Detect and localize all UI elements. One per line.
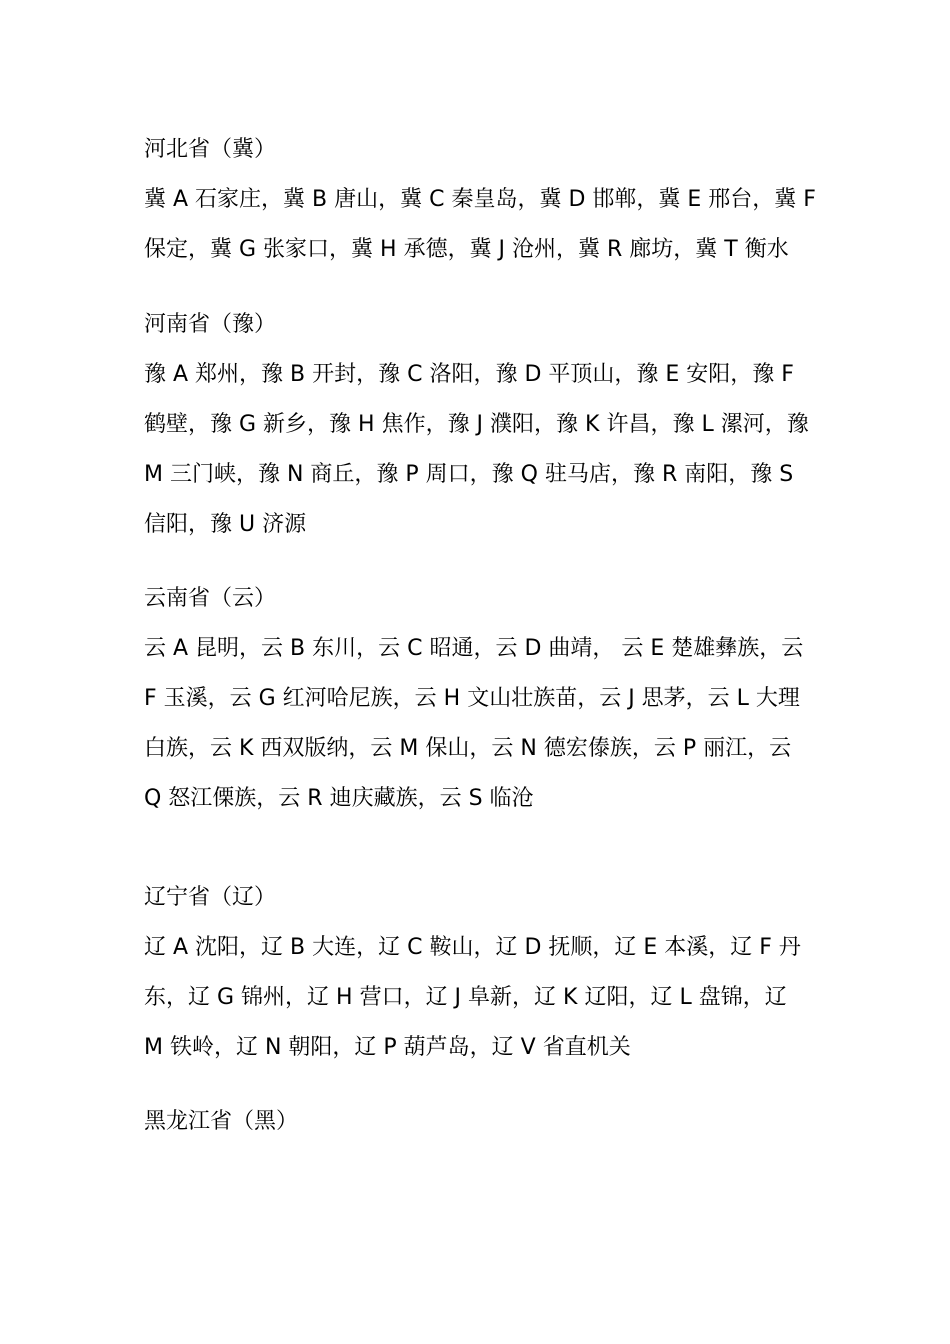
body-line: 辽 A 沈阳，辽 B 大连，辽 C 鞍山，辽 D 抚顺，辽 E 本溪，辽 F 丹 bbox=[144, 935, 801, 960]
body-line: 云 A 昆明，云 B 东川，云 C 昭通，云 D 曲靖， 云 E 楚雄彝族，云 bbox=[144, 636, 804, 661]
body-line: M 铁岭，辽 N 朝阳，辽 P 葫芦岛，辽 V 省直机关 bbox=[144, 1035, 631, 1060]
section-yunnan bbox=[144, 586, 814, 812]
body-line: 保定，冀 G 张家口，冀 H 承德，冀 J 沧州，冀 R 廊坊，冀 T 衡水 bbox=[144, 237, 789, 262]
section-heading: 黑龙江省（黑） bbox=[144, 1109, 299, 1134]
body-line: 鹤壁，豫 G 新乡，豫 H 焦作，豫 J 濮阳，豫 K 许昌，豫 L 漯河，豫 bbox=[144, 412, 809, 437]
body-line: 东，辽 G 锦州，辽 H 营口，辽 J 阜新，辽 K 辽阳，辽 L 盘锦，辽 bbox=[144, 985, 787, 1010]
body-line: 豫 A 郑州，豫 B 开封，豫 C 洛阳，豫 D 平顶山，豫 E 安阳，豫 F bbox=[144, 362, 794, 387]
section-heilongjiang bbox=[144, 1109, 814, 1135]
body-line: 信阳，豫 U 济源 bbox=[144, 512, 307, 537]
section-henan bbox=[144, 312, 814, 538]
body-line: 冀 A 石家庄，冀 B 唐山，冀 C 秦皇岛，冀 D 邯郸，冀 E 邢台，冀 F bbox=[144, 187, 816, 212]
section-heading: 辽宁省（辽） bbox=[144, 885, 277, 910]
body-line: Q 怒江傈族，云 R 迪庆藏族，云 S 临沧 bbox=[144, 786, 534, 811]
section-heading: 河北省（冀） bbox=[144, 137, 277, 162]
section-hebei bbox=[144, 137, 814, 263]
body-line: M 三门峡，豫 N 商丘，豫 P 周口，豫 Q 驻马店，豫 R 南阳，豫 S bbox=[144, 462, 794, 487]
section-heading: 云南省（云） bbox=[144, 586, 277, 611]
section-body bbox=[144, 636, 814, 812]
section-body bbox=[144, 935, 814, 1061]
section-liaoning bbox=[144, 885, 814, 1061]
body-line: 白族，云 K 西双版纳，云 M 保山，云 N 德宏傣族，云 P 丽江，云 bbox=[144, 736, 792, 761]
body-line: F 玉溪，云 G 红河哈尼族，云 H 文山壮族苗，云 J 思茅，云 L 大理 bbox=[144, 686, 800, 711]
section-body bbox=[144, 187, 814, 263]
section-body bbox=[144, 362, 814, 538]
section-heading: 河南省（豫） bbox=[144, 312, 277, 337]
